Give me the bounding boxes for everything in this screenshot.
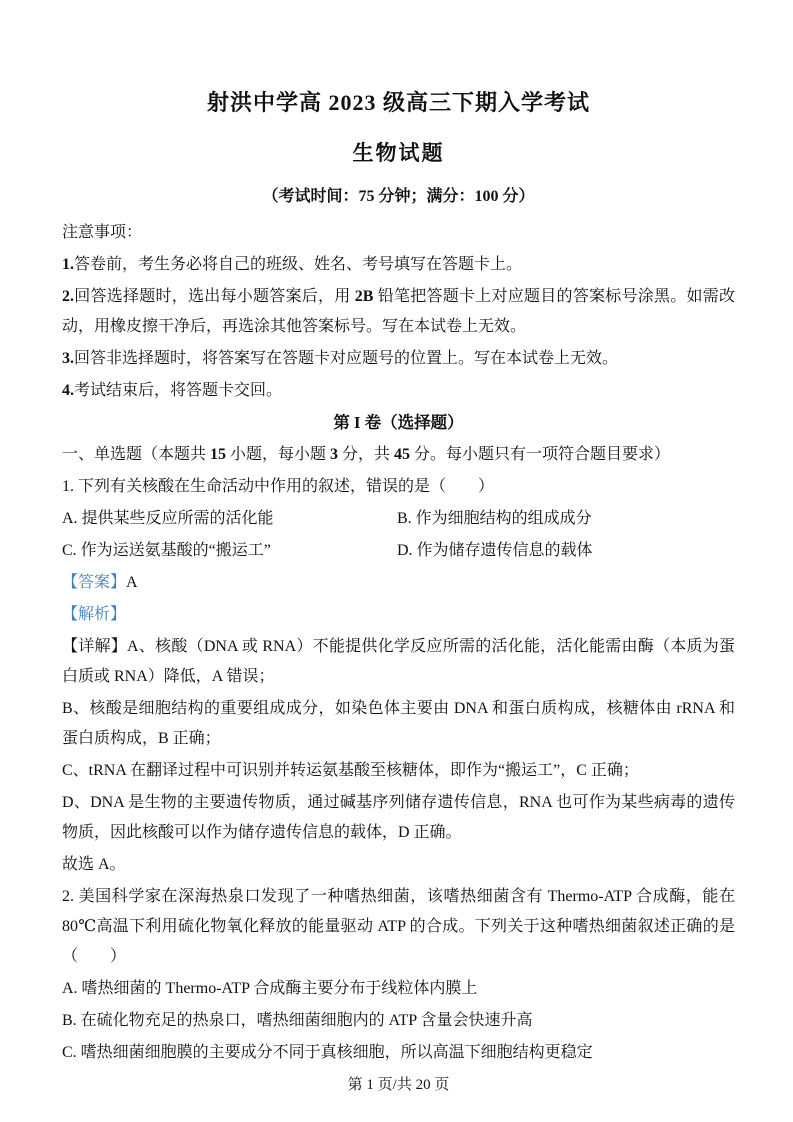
- notice-item-2: 2.回答选择题时，选出每小题答案后，用 2B 铅笔把答题卡上对应题目的答案标号涂黑。如需改动，用橡皮擦干净后，再选涂其他答案标号。写在本试卷上无效。: [62, 288, 735, 335]
- answer-value: A: [126, 574, 138, 591]
- question-1-answer-row: [62, 568, 735, 598]
- notice-label: 注意事项：: [62, 224, 143, 241]
- question-1-explanation-3: C、tRNA 在翻译过程中可识别并转运氨基酸至核糖体，即作为“搬运工”，C 正确；: [62, 762, 639, 779]
- question-2-option-a: A. 嗜热细菌的 Thermo-ATP 合成酶主要分布于线粒体内膜上: [62, 980, 478, 997]
- question-1-explanation-4: D、DNA 是生物的主要遗传物质，通过碱基序列储存遗传信息，RNA 也可作为某些病毒的遗传物质，因此核酸可以作为储存遗传信息的载体，D 正确。: [62, 794, 735, 841]
- notice-item-1: 1.答卷前，考生务必将自己的班级、姓名、考号填写在答题卡上。: [62, 256, 523, 273]
- question-1-option-c: C. 作为运送氨基酸的“搬运工”: [62, 542, 271, 559]
- question-1-option-a: A. 提供某些反应所需的活化能: [62, 510, 274, 527]
- question-1-options-row-1: [62, 504, 735, 534]
- page-title: 射洪中学高 2023 级高三下期入学考试: [206, 90, 590, 115]
- part1-heading: 第 I 卷（选择题）: [333, 413, 464, 432]
- page-number-footer: 第 1 页/共 20 页: [347, 1077, 450, 1093]
- question-2-stem: 2. 美国科学家在深海热泉口发现了一种嗜热细菌，该嗜热细菌含有 Thermo-ATP 合成酶，能在 80℃高温下利用硫化物氧化释放的能量驱动 ATP 的合成。下列关于这种嗜热细菌叙述正确的是（ ）: [62, 888, 735, 965]
- question-1-stem: 1. 下列有关核酸在生命活动中作用的叙述，错误的是（ ）: [62, 478, 495, 495]
- question-1-analysis-row: [62, 600, 735, 630]
- question-1-options-row-2: [62, 536, 735, 566]
- question-1-option-d: D. 作为储存遗传信息的载体: [397, 542, 593, 559]
- analysis-label: 【解析】: [62, 606, 127, 623]
- notice-item-4: 4.考试结束后，将答题卡交回。: [62, 382, 283, 399]
- question-1-explanation-2: B、核酸是细胞结构的重要组成成分，如染色体主要由 DNA 和蛋白质构成，核糖体由 rRNA 和蛋白质构成，B 正确；: [62, 700, 735, 747]
- question-1-conclusion: 故选 A。: [62, 856, 126, 873]
- answer-label: 【答案】: [62, 574, 127, 591]
- subject-title: 生物试题: [352, 141, 445, 165]
- question-2-option-b: B. 在硫化物充足的热泉口，嗜热细菌细胞内的 ATP 含量会快速升高: [62, 1012, 533, 1029]
- question-1-option-b: B. 作为细胞结构的组成成分: [397, 510, 592, 527]
- exam-info-line: （考试时间：75 分钟；满分：100 分）: [262, 188, 535, 205]
- section-intro: 一、单选题（本题共 15 小题，每小题 3 分，共 45 分。每小题只有一项符合题目要求）: [62, 446, 671, 463]
- notice-item-3: 3.回答非选择题时，将答案写在答题卡对应题号的位置上。写在本试卷上无效。: [62, 350, 619, 367]
- question-2-option-c: C. 嗜热细菌细胞膜的主要成分不同于真核细胞，所以高温下细胞结构更稳定: [62, 1044, 593, 1061]
- question-1-explanation-1: 【详解】A、核酸（DNA 或 RNA）不能提供化学反应所需的活化能，活化能需由酶（本质为蛋白质或 RNA）降低，A 错误；: [62, 638, 735, 685]
